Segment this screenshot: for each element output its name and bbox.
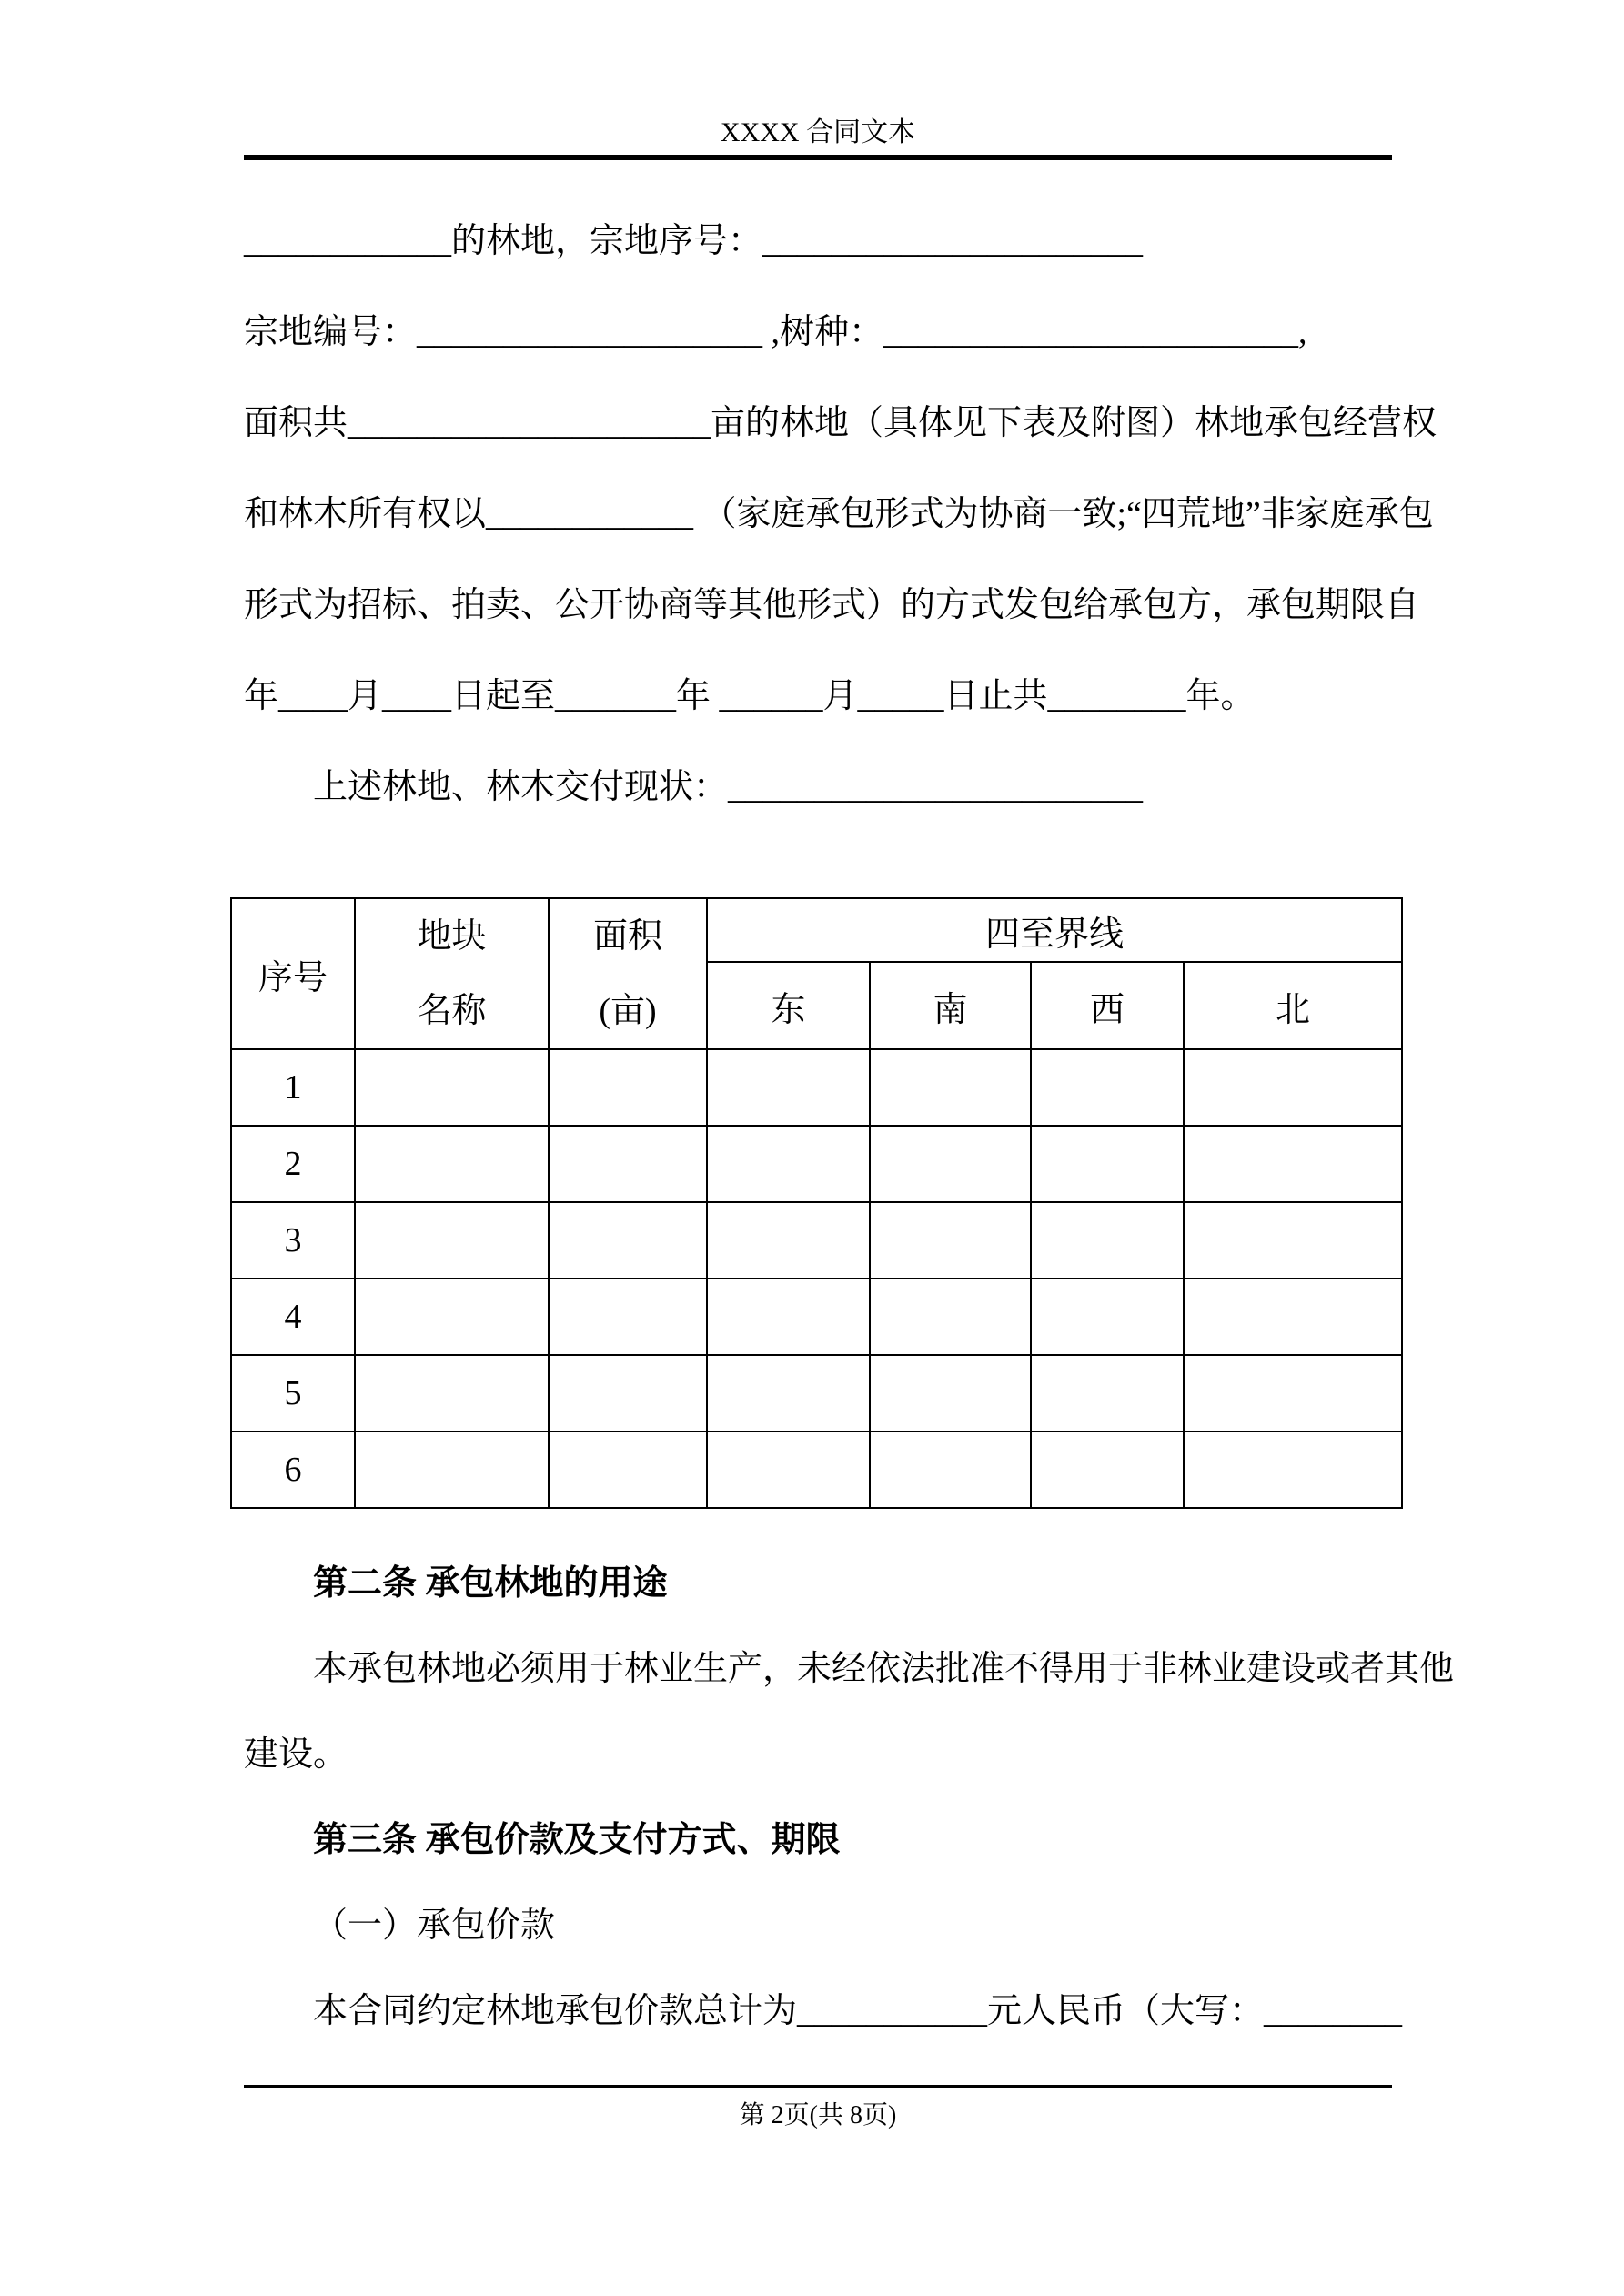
page-header — [244, 116, 1392, 160]
col-header-west: 西 — [1031, 962, 1184, 1049]
plots-table — [230, 897, 1403, 1509]
intro-line: ____________的林地，宗地序号：______________________ — [244, 222, 1144, 260]
col-header-plot-name-line2: 名称 — [417, 992, 487, 1030]
table-cell-empty — [1184, 1202, 1402, 1279]
col-header-area-line2: (亩) — [599, 992, 657, 1030]
row-number: 6 — [231, 1431, 355, 1508]
table-cell-empty — [707, 1355, 870, 1431]
table-cell-empty — [1184, 1355, 1402, 1431]
col-header-north: 北 — [1184, 962, 1402, 1049]
table-cell-empty — [549, 1431, 707, 1508]
section-3-subheading: （一）承包价款 — [313, 1907, 556, 1945]
row-number: 3 — [231, 1202, 355, 1279]
row-number: 2 — [231, 1126, 355, 1202]
col-header-south: 南 — [870, 962, 1031, 1049]
table-cell-empty — [870, 1202, 1031, 1279]
row-number: 1 — [231, 1049, 355, 1126]
intro-line: 年____月____日起至_______年 ______月_____日止共________年。 — [244, 677, 1256, 715]
table-row — [231, 1355, 1402, 1431]
table-cell-empty — [707, 1126, 870, 1202]
col-header-no: 序号 — [231, 898, 355, 1049]
row-number: 4 — [231, 1279, 355, 1355]
table-cell-empty — [1031, 1355, 1184, 1431]
table-cell-empty — [1184, 1431, 1402, 1508]
table-cell-empty — [549, 1202, 707, 1279]
page-footer — [244, 2085, 1392, 2129]
document-header-title: XXXX 合同文本 — [720, 117, 916, 147]
col-header-plot-name-line1: 地块 — [417, 917, 487, 956]
intro-line: 面积共_____________________亩的林地（具体见下表及附图）林地承包经营权 — [244, 404, 1437, 442]
intro-line: 形式为招标、拍卖、公开协商等其他形式）的方式发包给承包方，承包期限自 — [244, 586, 1420, 624]
table-cell-empty — [355, 1049, 549, 1126]
intro-line: 宗地编号：____________________ ,树种：________________________, — [244, 313, 1307, 351]
table-cell-empty — [870, 1431, 1031, 1508]
table-cell-empty — [549, 1279, 707, 1355]
section-3-paragraph: 本合同约定林地承包价款总计为___________元人民币（大写：________ — [313, 1992, 1403, 2030]
table-cell-empty — [707, 1049, 870, 1126]
page-number: 第 2页(共 8页) — [739, 2101, 897, 2129]
table-cell-empty — [355, 1126, 549, 1202]
table-cell-empty — [707, 1279, 870, 1355]
table-cell-empty — [707, 1431, 870, 1508]
table-cell-empty — [355, 1279, 549, 1355]
table-cell-empty — [707, 1202, 870, 1279]
col-header-plot-name — [355, 898, 549, 1049]
intro-line: 和林木所有权以____________ （家庭承包形式为协商一致;“四荒地”非家庭承包 — [244, 495, 1434, 533]
row-number: 5 — [231, 1355, 355, 1431]
table-cell-empty — [1184, 1049, 1402, 1126]
lower-sections — [244, 1541, 1455, 2054]
table-row — [231, 1279, 1402, 1355]
table-cell-empty — [549, 1355, 707, 1431]
table-cell-empty — [355, 1202, 549, 1279]
table-cell-empty — [1031, 1049, 1184, 1126]
table-cell-empty — [355, 1431, 549, 1508]
delivery-status-line: 上述林地、林木交付现状：________________________ — [313, 768, 1144, 806]
section-2-paragraph: 本承包林地必须用于林业生产，未经依法批准不得用于非林业建设或者其他 — [313, 1650, 1455, 1688]
table-cell-empty — [355, 1355, 549, 1431]
table-cell-empty — [1184, 1279, 1402, 1355]
table-cell-empty — [870, 1279, 1031, 1355]
table-cell-empty — [1031, 1279, 1184, 1355]
section-heading-2: 第二条 承包林地的用途 — [313, 1564, 668, 1603]
col-header-boundary: 四至界线 — [707, 898, 1402, 962]
table-cell-empty — [870, 1355, 1031, 1431]
table-cell-empty — [549, 1126, 707, 1202]
table-row — [231, 1126, 1402, 1202]
table-cell-empty — [870, 1049, 1031, 1126]
table-header-row-1 — [231, 898, 1402, 962]
col-header-area — [549, 898, 707, 1049]
col-header-area-line1: 面积 — [592, 917, 662, 956]
table-cell-empty — [1031, 1126, 1184, 1202]
section-heading-3: 第三条 承包价款及支付方式、期限 — [313, 1821, 841, 1859]
table-cell-empty — [870, 1126, 1031, 1202]
section-2-paragraph-continuation: 建设。 — [244, 1735, 348, 1774]
table-row — [231, 1202, 1402, 1279]
table-cell-empty — [1031, 1202, 1184, 1279]
col-header-east: 东 — [707, 962, 870, 1049]
table-cell-empty — [549, 1049, 707, 1126]
table-cell-empty — [1031, 1431, 1184, 1508]
intro-paragraph — [244, 196, 1437, 833]
table-row — [231, 1431, 1402, 1508]
table-cell-empty — [1184, 1126, 1402, 1202]
table-row — [231, 1049, 1402, 1126]
